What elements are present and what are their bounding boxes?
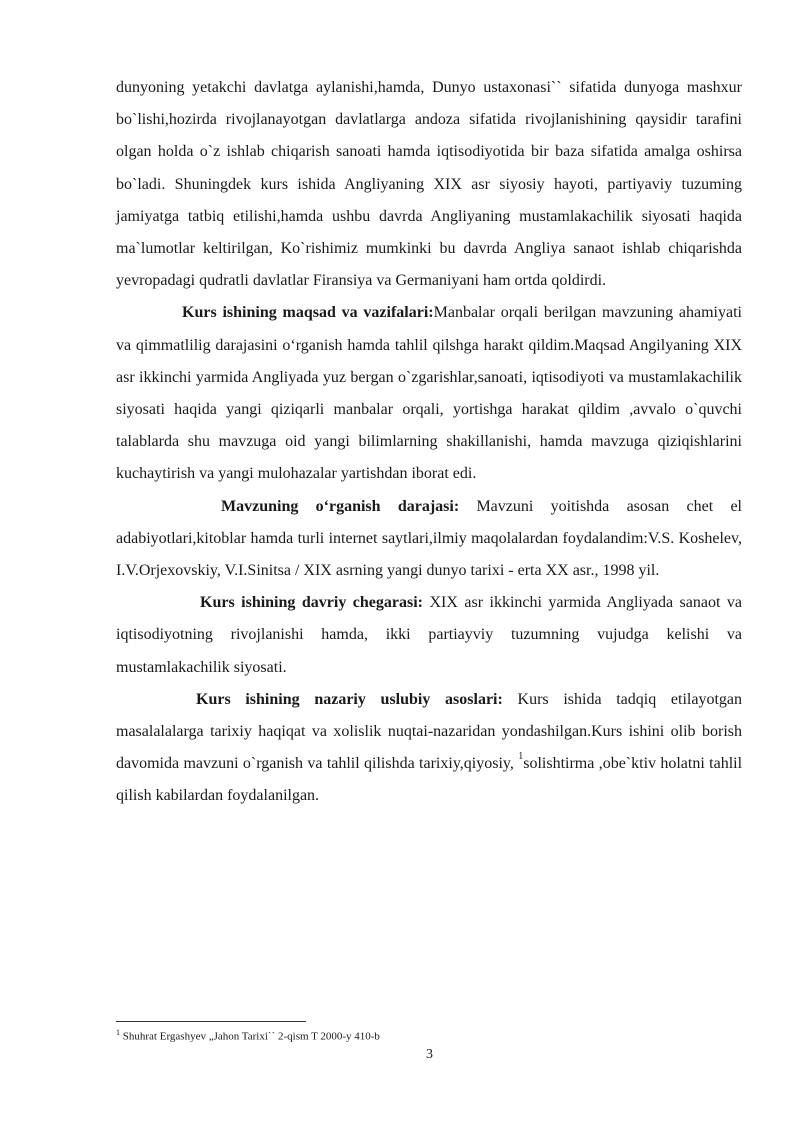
paragraph-methods: [116, 684, 742, 813]
footnote: [116, 1029, 380, 1044]
page-number: 3: [426, 1047, 433, 1062]
paragraph-period-text: XIX asr ikkinchi yarmida Angliyada sanaot va iqtisodiyotning rivojlanishi hamda, ikki partiayviy tuzumning vujudga kelishi va mustamlakachilik siyosati.: [116, 594, 742, 676]
document-page: [116, 72, 742, 813]
paragraph-study-level-text: Mavzuni yoitishda asosan chet el adabiyotlari,kitoblar hamda turli internet saytlari,ilmiy maqolalardan foydalandim:V.S. Koshelev, I.V.Orjexovskiy, V.I.Sinitsa / XIX asrning yangi dunyo tarixi - erta XX asr., 1998 yil.: [116, 497, 742, 580]
heading-methods: Kurs ishining nazariy uslubiy asoslari:: [196, 690, 503, 708]
paragraph-methods-tail: solishtirma ,obe`ktiv holatni tahlil qilish kabilardan foydalanilgan.: [116, 755, 743, 805]
footnote-text: Shuhrat Ergashyev „Jahon Tarixi`` 2-qism T 2000-y 410-b: [120, 1030, 380, 1043]
footnote-marker: 1: [116, 1028, 120, 1037]
footnote-ref[interactable]: 1: [518, 751, 524, 763]
paragraph-study-level: [116, 491, 742, 588]
paragraph-goals-text: Manbalar orqali berilgan mavzuning ahamiyati va qimmatlilig darajasini o‘rganish hamda tahlil qilshga harakt qildim.Maqsad Angilyaning XIX asr ikkinchi yarmida Angliyada yuz bergan o`zgarishlar,sanoati, iqtisodiyoti va mustamlakachilik siyosati haqida yangi qiziqarli manbalar orqali, yortishga harakat qildim ,avvalo o`quvchi talablarda shu mavzuga oid yangi bilimlarning shakillanishi, hamda mavzuga qiziqishlarini kuchaytirish va yangi mulohazalar yartishdan iborat edi.: [116, 304, 742, 483]
heading-goals: Kurs ishining maqsad va vazifalari:: [182, 304, 434, 322]
paragraph-goals: [116, 297, 742, 490]
heading-period: Kurs ishining davriy chegarasi:: [200, 594, 423, 612]
footnote-divider: [116, 1021, 306, 1022]
paragraph-methods-text: Kurs ishida tadqiq etilayotgan masalalalarga tarixiy haqiqat va xolislik nuqtai-nazaridan yondashilgan.Kurs ishini olib borish davomida mavzuni o`rganish va tahlil qilishda tarixiy,qiyosiy,: [116, 690, 742, 773]
heading-study-level: Mavzuning o‘rganish darajasi:: [221, 497, 460, 515]
paragraph-intro: [116, 72, 742, 297]
paragraph-period: [116, 587, 742, 684]
paragraph-intro-text: dunyoning yetakchi davlatga aylanishi,hamda, Dunyo ustaxonasi`` sifatida dunyoga mashxur bo`lishi,hozirda rivojlanayotgan davlatlarga andoza sifatida rivojlanishining qaysidir tarafini olgan holda o`z ishlab chiqarish sanoati hamda iqtisodiyotida bir baza sifatida amalga oshirsa bo`ladi. Shuningdek kurs ishida Angliyaning XIX asr siyosiy hayoti, partiyaviy tuzuming jamiyatga tatbiq etilishi,hamda ushbu davrda Angliyaning mustamlakachilik siyosati haqida ma`lumotlar keltirilgan, Ko`rishimiz mumkinki bu davrda Angliya sanaot ishlab chiqarishda yevropadagi qudratli davlatlar Firansiya va Germaniyani ham ortda qoldirdi.: [116, 79, 742, 290]
